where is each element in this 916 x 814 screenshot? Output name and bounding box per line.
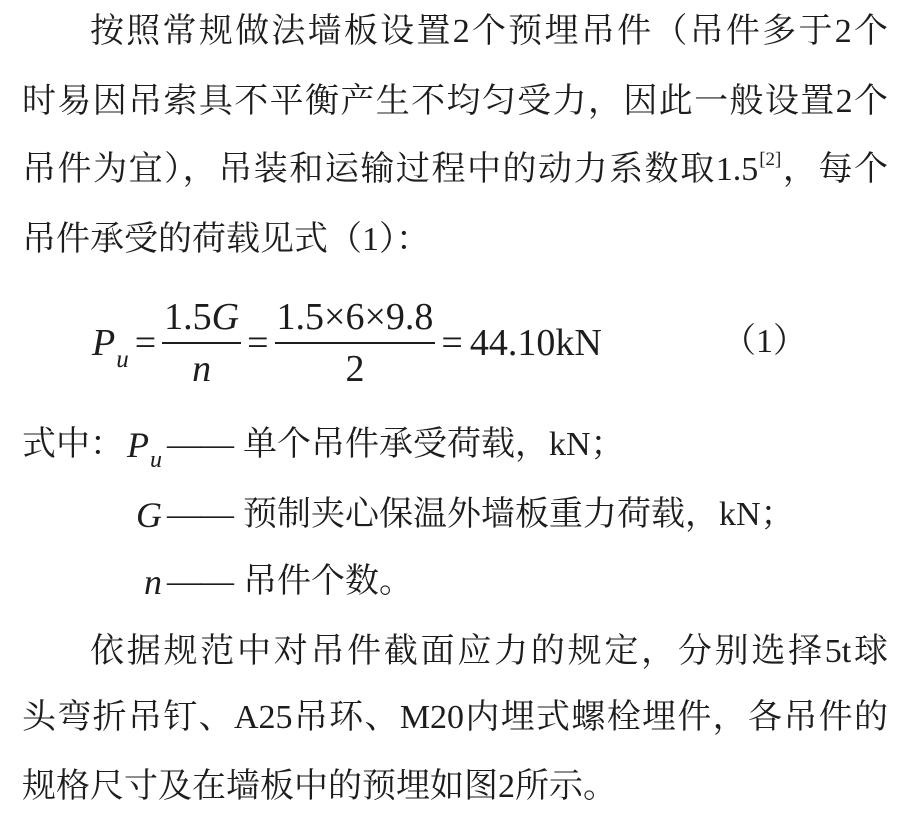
formula-1 — [92, 297, 602, 389]
fraction-1 — [162, 297, 241, 389]
definitions-intro: 式中： — [22, 426, 124, 463]
fraction-1-denominator: n — [192, 348, 212, 390]
definition-dash: —— — [167, 563, 233, 600]
fraction-1-variable: G — [211, 296, 240, 338]
definition-symbol: G — [136, 495, 162, 535]
paragraph-1-line-3 — [22, 146, 888, 194]
fraction-1-numerator — [162, 297, 241, 344]
definition-text: 预制夹心保温外墙板重力荷载，kN； — [243, 496, 795, 533]
formula-lhs-subscript: u — [116, 346, 129, 373]
definition-text: 单个吊件承受荷载，kN； — [243, 426, 625, 463]
formula-lhs — [92, 322, 129, 373]
paragraph-1-line-3-tail: ，每个 — [781, 151, 889, 188]
equals-sign-3: = — [441, 322, 463, 364]
paragraph-2-line-2: 头弯折吊钉、A25吊环、M20内埋式螺栓埋件，各吊件的 — [22, 699, 888, 736]
definition-dash: —— — [167, 426, 233, 463]
equals-sign-1: = — [134, 322, 157, 364]
paragraph-1-line-2: 时易因吊索具不平衡产生不均匀受力，因此一般设置2个 — [22, 83, 888, 120]
fraction-2-denominator: 2 — [345, 348, 365, 390]
citation-reference: [2] — [759, 149, 782, 170]
equals-sign-2: = — [247, 322, 269, 364]
paragraph-2-line-3: 规格尺寸及在墙板中的预埋如图2所示。 — [22, 768, 617, 805]
definition-text: 吊件个数。 — [243, 563, 413, 600]
fraction-2-numerator: 1.5×6×9.8 — [275, 297, 436, 344]
paragraph-1-line-1: 按照常规做法墙板设置2个预埋吊件（吊件多于2个 — [90, 13, 888, 50]
definition-dash: —— — [167, 496, 233, 533]
paragraph-1-line-4: 吊件承受的荷载见式（1）： — [22, 221, 430, 258]
fraction-1-coefficient: 1.5 — [164, 296, 212, 338]
definition-symbol-letter: P — [127, 425, 149, 465]
paragraph-1-line-3-text: 吊件为宜），吊装和运输过程中的动力系数取1.5 — [22, 151, 759, 188]
definition-symbol-subscript: u — [150, 447, 162, 473]
fraction-2 — [275, 297, 436, 389]
definition-symbol: n — [144, 562, 162, 602]
definition-symbol — [92, 421, 162, 473]
paragraph-2-line-1: 依据规范中对吊件截面应力的规定，分别选择5t球 — [90, 633, 888, 670]
equation-number: （1） — [722, 323, 807, 360]
formula-result: 44.10kN — [469, 322, 602, 364]
formula-lhs-symbol: P — [92, 322, 116, 364]
